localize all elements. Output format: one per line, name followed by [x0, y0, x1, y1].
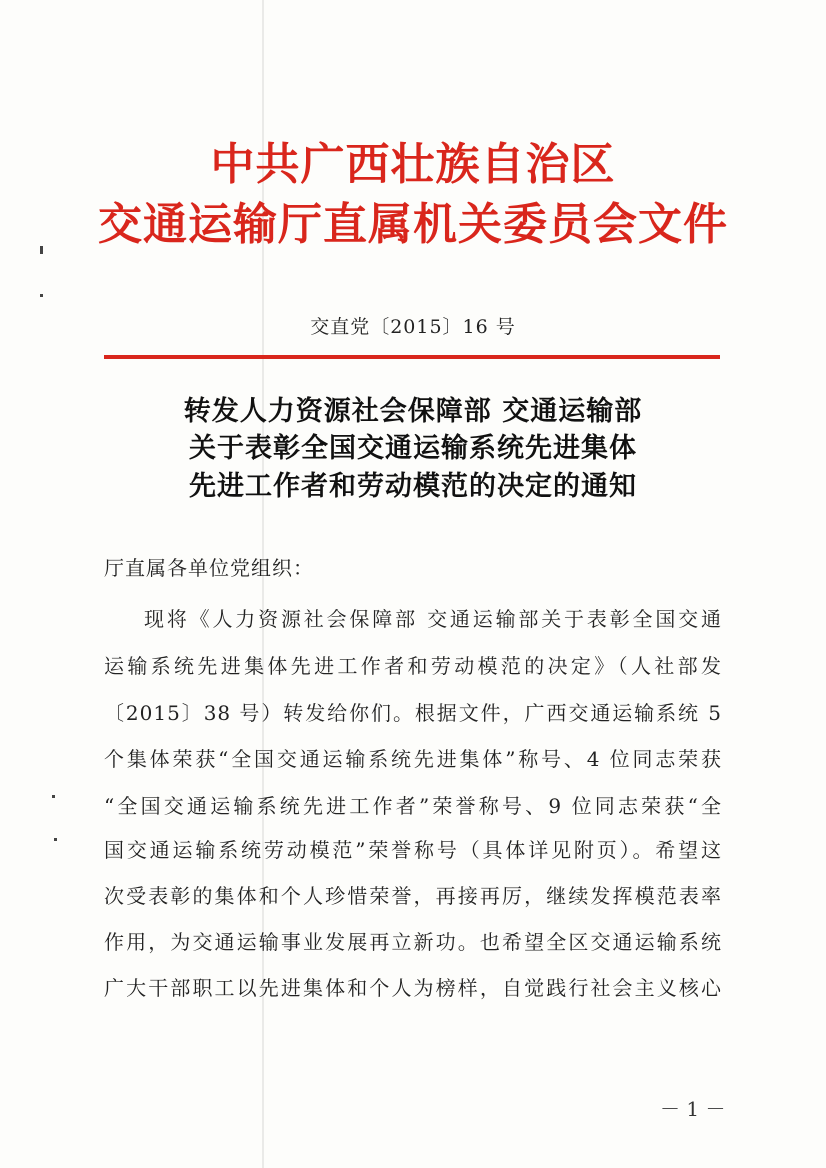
body-line: 运输系统先进集体先进工作者和劳动模范的决定》（人社部发 — [104, 654, 722, 678]
binding-hole-mark — [40, 246, 43, 254]
binding-hole-mark — [52, 795, 55, 798]
subject-title-line2: 关于表彰全国交通运输系统先进集体 — [189, 433, 637, 464]
salutation: 厅直属各单位党组织： — [104, 556, 314, 580]
body-line: “全国交通运输系统先进工作者”荣誉称号、9 位同志荣获“全 — [104, 794, 722, 818]
binding-hole-mark — [40, 294, 43, 297]
body-line: 次受表彰的集体和个人珍惜荣誉，再接再厉，继续发挥模范表率 — [104, 884, 722, 908]
red-separator-rule — [104, 355, 720, 359]
body-line: 现将《人力资源社会保障部 交通运输部关于表彰全国交通 — [144, 607, 722, 631]
page-number: － 1 － — [660, 1097, 726, 1121]
body-line: 作用，为交通运输事业发展再立新功。也希望全区交通运输系统 — [104, 930, 722, 954]
issuer-title-line2: 交通运输厅直属机关委员会文件 — [98, 199, 728, 250]
binding-hole-mark — [54, 838, 57, 841]
subject-title-line1: 转发人力资源社会保障部 交通运输部 — [183, 396, 643, 427]
body-line: 个集体荣获“全国交通运输系统先进集体”称号、4 位同志荣获 — [104, 747, 722, 771]
body-line: 国交通运输系统劳动模范”荣誉称号（具体详见附页）。希望这 — [104, 838, 722, 862]
subject-title-line3: 先进工作者和劳动模范的决定的通知 — [189, 471, 637, 502]
issuer-title-line1: 中共广西壮族自治区 — [210, 139, 616, 190]
document-number: 交直党〔2015〕16 号 — [310, 316, 516, 338]
body-line: 广大干部职工以先进集体和个人为榜样，自觉践行社会主义核心 — [104, 976, 722, 1000]
body-line: 〔2015〕38 号）转发给你们。根据文件，广西交通运输系统 5 — [104, 701, 722, 725]
